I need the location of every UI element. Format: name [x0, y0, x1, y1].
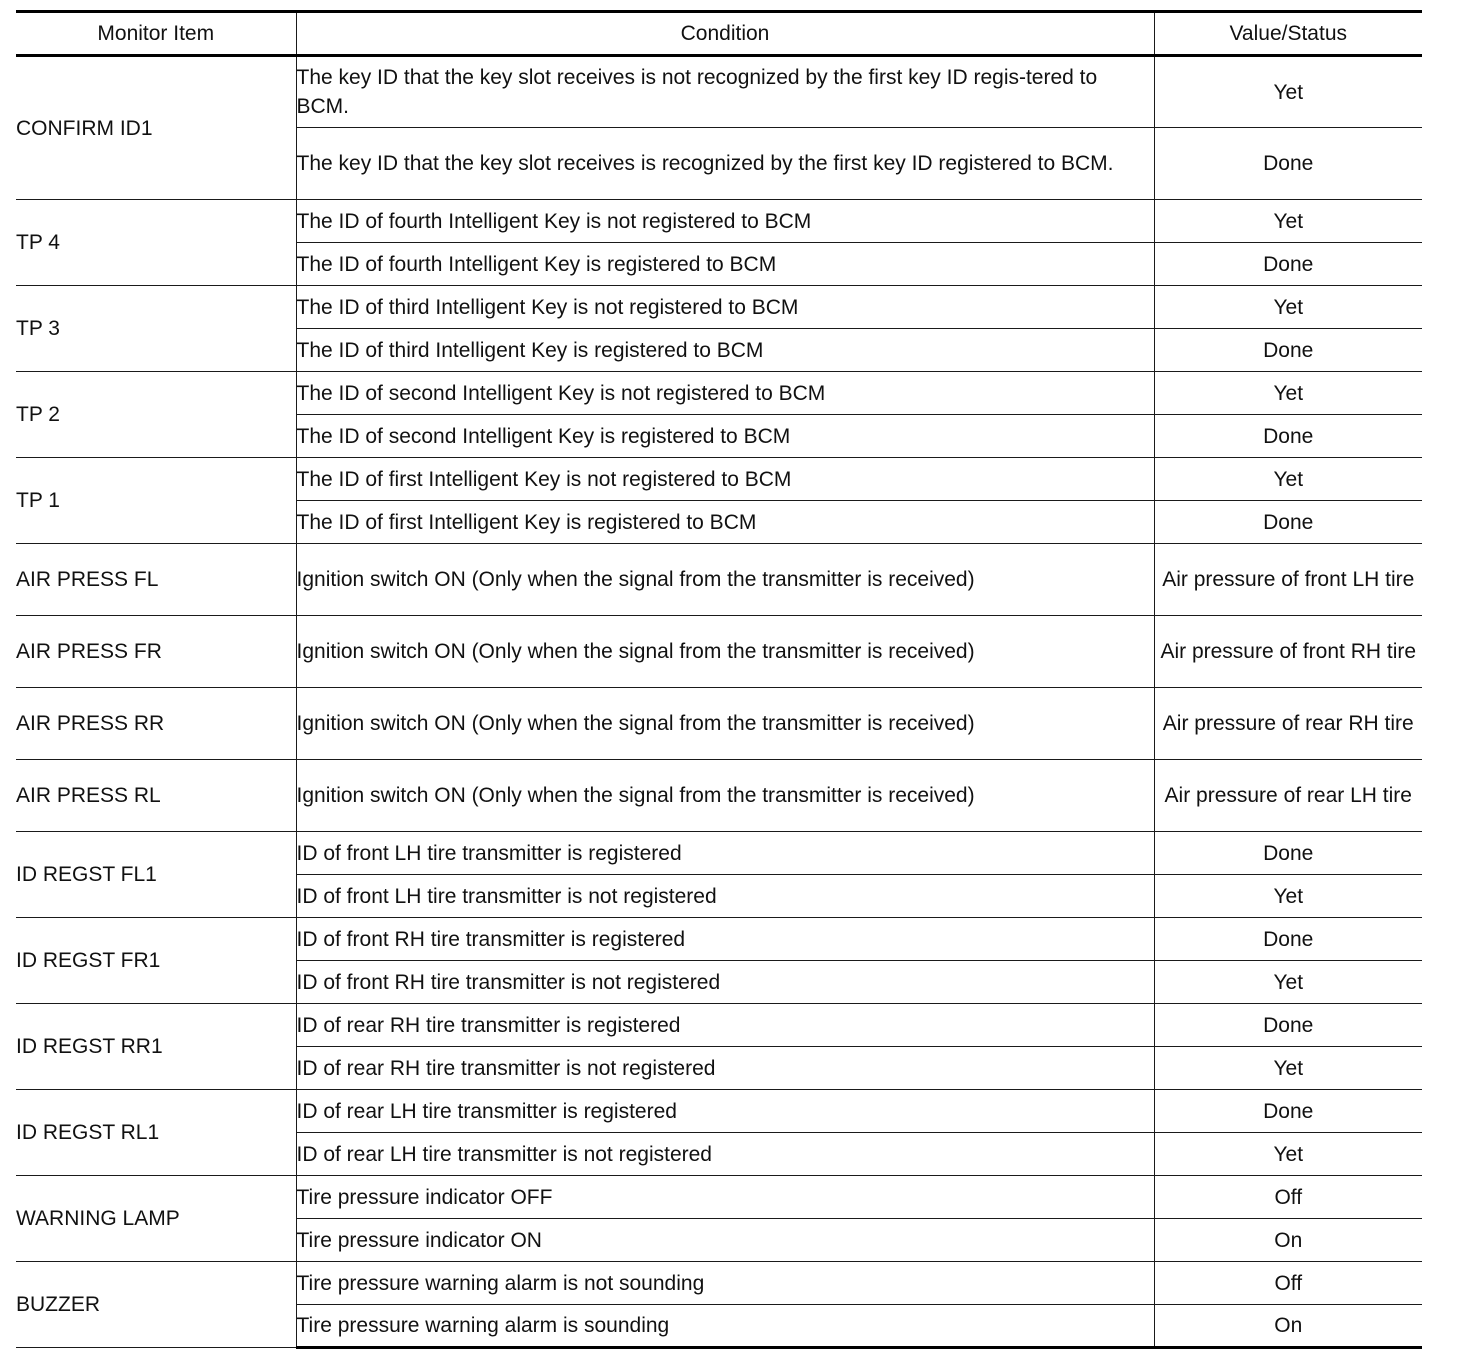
condition-cell: ID of front LH tire transmitter is not registered: [296, 875, 1154, 918]
monitor-item-cell: BUZZER: [16, 1262, 296, 1348]
monitor-item-cell: AIR PRESS RL: [16, 760, 296, 832]
monitor-item-cell: ID REGST FL1: [16, 832, 296, 918]
condition-cell: Ignition switch ON (Only when the signal from the transmitter is received): [296, 688, 1154, 760]
table-row: [16, 832, 1422, 875]
value-status-cell: Yet: [1154, 200, 1422, 243]
condition-cell: Ignition switch ON (Only when the signal from the transmitter is received): [296, 616, 1154, 688]
monitor-item-cell: TP 3: [16, 286, 296, 372]
value-status-cell: Done: [1154, 832, 1422, 875]
table-row: [16, 688, 1422, 760]
value-status-cell: Yet: [1154, 961, 1422, 1004]
value-status-cell: Yet: [1154, 458, 1422, 501]
value-status-cell: Done: [1154, 243, 1422, 286]
monitor-item-cell: CONFIRM ID1: [16, 56, 296, 200]
value-status-cell: Done: [1154, 501, 1422, 544]
table-row: [16, 56, 1422, 128]
condition-cell: ID of front RH tire transmitter is not registered: [296, 961, 1154, 1004]
header-value-status: Value/Status: [1154, 12, 1422, 56]
condition-cell: ID of rear RH tire transmitter is not registered: [296, 1047, 1154, 1090]
value-status-cell: Done: [1154, 1004, 1422, 1047]
table-header-row: [16, 12, 1422, 56]
condition-cell: Ignition switch ON (Only when the signal from the transmitter is received): [296, 544, 1154, 616]
condition-cell: The key ID that the key slot receives is recognized by the first key ID registered to BCM.: [296, 128, 1154, 200]
monitor-item-table: [16, 10, 1422, 1349]
value-status-cell: Done: [1154, 918, 1422, 961]
condition-cell: The key ID that the key slot receives is not recognized by the first key ID regis-tered to BCM.: [296, 56, 1154, 128]
value-status-cell: Air pressure of front LH tire: [1154, 544, 1422, 616]
value-status-cell: Air pressure of front RH tire: [1154, 616, 1422, 688]
monitor-item-cell: TP 2: [16, 372, 296, 458]
table-row: [16, 1090, 1422, 1133]
condition-cell: ID of rear LH tire transmitter is registered: [296, 1090, 1154, 1133]
monitor-item-cell: TP 1: [16, 458, 296, 544]
condition-cell: The ID of second Intelligent Key is registered to BCM: [296, 415, 1154, 458]
condition-cell: The ID of first Intelligent Key is registered to BCM: [296, 501, 1154, 544]
value-status-cell: On: [1154, 1305, 1422, 1348]
monitor-item-cell: AIR PRESS FL: [16, 544, 296, 616]
monitor-item-cell: AIR PRESS RR: [16, 688, 296, 760]
condition-cell: Tire pressure indicator OFF: [296, 1176, 1154, 1219]
condition-cell: ID of front RH tire transmitter is registered: [296, 918, 1154, 961]
value-status-cell: Off: [1154, 1262, 1422, 1305]
table-row: [16, 1176, 1422, 1219]
value-status-cell: Yet: [1154, 875, 1422, 918]
table-body: [16, 56, 1422, 1348]
value-status-cell: Done: [1154, 415, 1422, 458]
value-status-cell: Yet: [1154, 1133, 1422, 1176]
value-status-cell: Done: [1154, 128, 1422, 200]
table-row: [16, 918, 1422, 961]
table-row: [16, 200, 1422, 243]
condition-cell: The ID of first Intelligent Key is not registered to BCM: [296, 458, 1154, 501]
condition-cell: The ID of third Intelligent Key is registered to BCM: [296, 329, 1154, 372]
condition-cell: ID of front LH tire transmitter is registered: [296, 832, 1154, 875]
monitor-item-cell: AIR PRESS FR: [16, 616, 296, 688]
table-row: [16, 372, 1422, 415]
condition-cell: The ID of third Intelligent Key is not registered to BCM: [296, 286, 1154, 329]
monitor-item-cell: WARNING LAMP: [16, 1176, 296, 1262]
value-status-cell: Air pressure of rear RH tire: [1154, 688, 1422, 760]
table-row: [16, 458, 1422, 501]
condition-cell: Tire pressure warning alarm is sounding: [296, 1305, 1154, 1348]
table-row: [16, 616, 1422, 688]
condition-cell: The ID of fourth Intelligent Key is registered to BCM: [296, 243, 1154, 286]
header-monitor-item: Monitor Item: [16, 12, 296, 56]
table-row: [16, 1004, 1422, 1047]
table-row: [16, 544, 1422, 616]
value-status-cell: Yet: [1154, 372, 1422, 415]
condition-cell: Tire pressure indicator ON: [296, 1219, 1154, 1262]
value-status-cell: Off: [1154, 1176, 1422, 1219]
condition-cell: Tire pressure warning alarm is not sounding: [296, 1262, 1154, 1305]
value-status-cell: Yet: [1154, 1047, 1422, 1090]
monitor-item-cell: ID REGST FR1: [16, 918, 296, 1004]
table-row: [16, 286, 1422, 329]
table-row: [16, 1262, 1422, 1305]
condition-cell: The ID of second Intelligent Key is not registered to BCM: [296, 372, 1154, 415]
monitor-item-cell: TP 4: [16, 200, 296, 286]
value-status-cell: On: [1154, 1219, 1422, 1262]
monitor-item-cell: ID REGST RR1: [16, 1004, 296, 1090]
value-status-cell: Yet: [1154, 286, 1422, 329]
condition-cell: Ignition switch ON (Only when the signal from the transmitter is received): [296, 760, 1154, 832]
condition-cell: ID of rear LH tire transmitter is not registered: [296, 1133, 1154, 1176]
condition-cell: The ID of fourth Intelligent Key is not registered to BCM: [296, 200, 1154, 243]
value-status-cell: Done: [1154, 1090, 1422, 1133]
value-status-cell: Air pressure of rear LH tire: [1154, 760, 1422, 832]
value-status-cell: Yet: [1154, 56, 1422, 128]
monitor-item-cell: ID REGST RL1: [16, 1090, 296, 1176]
table-row: [16, 760, 1422, 832]
value-status-cell: Done: [1154, 329, 1422, 372]
header-condition: Condition: [296, 12, 1154, 56]
condition-cell: ID of rear RH tire transmitter is registered: [296, 1004, 1154, 1047]
